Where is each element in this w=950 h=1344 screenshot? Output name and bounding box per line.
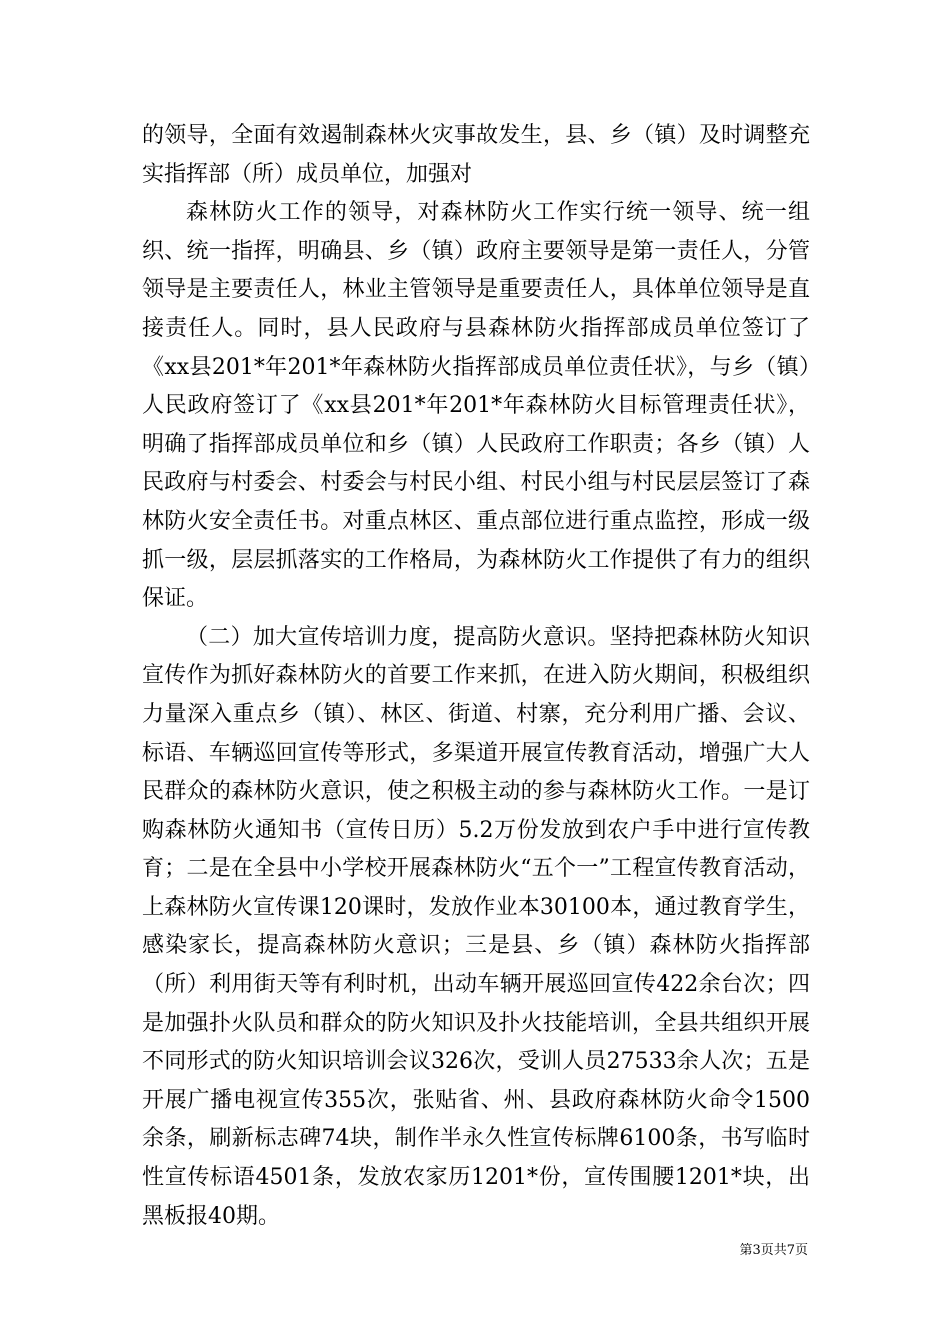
paragraph-3: （二）加大宣传培训力度，提高防火意识。坚持把森林防火知识宣传作为抓好森林防火的首要工作来抓，在进入防火期间，积极组织力量深入重点乡（镇）、林区、街道、村寨，充分利用广播、会议、标语、车辆巡回宣传等形式，多渠道开展宣传教育活动，增强广大人民群众的森林防火意识，使之积极主动的参与森林防火工作。一是订购森林防火通知书（宣传日历）5.2万份发放到农户手中进行宣传教育；二是在全县中小学校开展森林防火“五个一”工程宣传教育活动，上森林防火宣传课120课时，发放作业本30100本，通过教育学生，感染家长，提高森林防火意识；三是县、乡（镇）森林防火指挥部（所）利用街天等有利时机，出动车辆开展巡回宣传422余台次；四是加强扑火队员和群众的防火知识及扑火技能培训，全县共组织开展不同形式的防火知识培训会议326次，受训人员27533余人次；五是开展广播电视宣传355次，张贴省、州、县政府森林防火命令1500余条，刷新标志碑74块，制作半永久性宣传标牌6100条，书写临时性宣传标语4501条，发放农家历1201*份，宣传围腰1201*块，出黑板报40期。	[142, 624, 810, 1229]
page-number: 第3页共7页	[739, 1243, 808, 1258]
document-body	[142, 117, 810, 1236]
paragraph-2: 森林防火工作的领导，对森林防火工作实行统一领导、统一组织、统一指挥，明确县、乡（镇）政府主要领导是第一责任人，分管领导是主要责任人，林业主管领导是重要责任人，具体单位领导是直接责任人。同时，县人民政府与县森林防火指挥部成员单位签订了《xx县201*年201*年森林防火指挥部成员单位责任状》，与乡（镇）人民政府签订了《xx县201*年201*年森林防火目标管理责任状》，明确了指挥部成员单位和乡（镇）人民政府工作职责；各乡（镇）人民政府与村委会、村委会与村民小组、村民小组与村民层层签订了森林防火安全责任书。对重点林区、重点部位进行重点监控，形成一级抓一级，层层抓落实的工作格局，为森林防火工作提供了有力的组织保证。	[142, 200, 810, 612]
paragraph-1: 的领导，全面有效遏制森林火灾事故发生，县、乡（镇）及时调整充实指挥部（所）成员单位，加强对	[142, 123, 810, 187]
